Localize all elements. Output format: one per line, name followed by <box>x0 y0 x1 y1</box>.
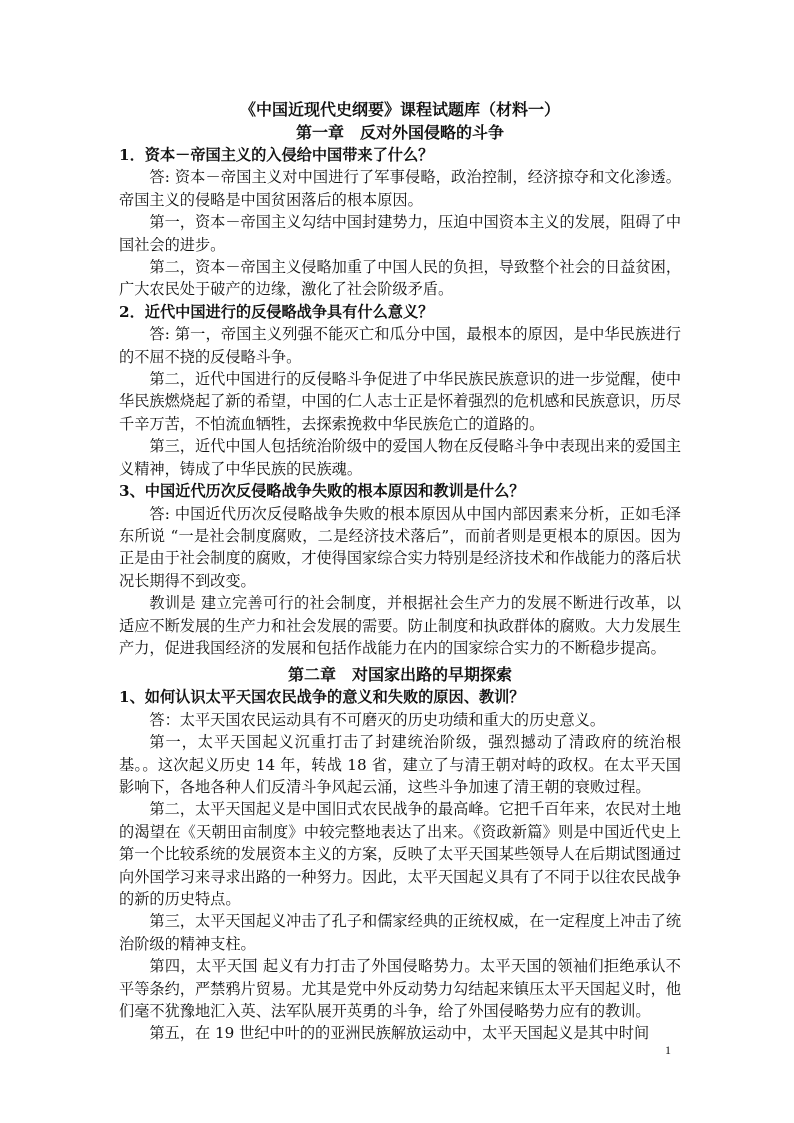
answer-paragraph: 第二，资本－帝国主义侵略加重了中国人民的负担，导致整个社会的日益贫困，广大农民处于破产的边缘，激化了社会阶级矛盾。 <box>119 258 681 299</box>
answer-paragraph: 第二，近代中国进行的反侵略斗争促进了中华民族民族意识的进一步觉醒，使中华民族燃烧起了新的希望，中国的仁人志士正是怀着强烈的危机感和民族意识，历尽千辛万苦，不怕流血牺牲，去探索挽救中华民族危亡的道路的。 <box>119 370 681 433</box>
answer-paragraph: 第三，太平天国起义冲击了孔子和儒家经典的正统权威，在一定程度上冲击了统治阶级的精神支柱。 <box>119 912 681 953</box>
chapter-heading: 第一章 反对外国侵略的斗争 <box>295 123 504 142</box>
chapter-heading: 第二章 对国家出路的早期探索 <box>287 665 512 685</box>
answer-paragraph: 第一，资本－帝国主义勾结中国封建势力，压迫中国资本主义的发展，阻碍了中国社会的进步。 <box>119 213 681 254</box>
answer-paragraph: 第四，太平天国 起义有力打击了外国侵略势力。太平天国的领袖们拒绝承认不平等条约，严禁鸦片贸易。尤其是党中外反动势力勾结起来镇压太平天国起义时，他们毫不犹豫地汇入英、法军队展开英勇的斗争，给了外国侵略势力应有的教训。 <box>119 957 681 1021</box>
question-heading: 3、中国近代历次反侵略战争失败的根本原因和教训是什么？ <box>119 482 525 501</box>
page-number: 1 <box>665 1043 671 1057</box>
answer-paragraph: 答：太平天国农民运动具有不可磨灭的历史功绩和重大的历史意义。 <box>149 710 606 729</box>
question-heading: 1．资本－帝国主义的入侵给中国带来了什么？ <box>119 146 434 164</box>
document-title: 《中国近现代史纲要》课程试题库（材料一） <box>239 100 560 119</box>
answer-paragraph: 答: 资本－帝国主义对中国进行了军事侵略，政治控制，经济掠夺和文化渗透。帝国主义的侵略是中国贫困落后的根本原因。 <box>119 168 681 209</box>
answer-paragraph: 第五，在 19 世纪中叶的的亚洲民族解放运动中，太平天国起义是其中时间 <box>149 1024 650 1043</box>
answer-paragraph: 教训是 建立完善可行的社会制度，并根据社会生产力的发展不断进行改革，以适应不断发展的生产力和社会发展的需要。防止制度和执政群体的腐败。大力发展生产力，促进我国经济的发展和包括作战能力在内的国家综合实力的不断稳步提高。 <box>119 594 681 657</box>
answer-paragraph: 第三，近代中国人包括统治阶级中的爱国人物在反侵略斗争中表现出来的爱国主义精神，铸成了中华民族的民族魂。 <box>119 437 681 478</box>
question-heading: 1、如何认识太平天国农民战争的意义和失败的原因、教训？ <box>119 688 525 707</box>
answer-paragraph: 第一，太平天国起义沉重打击了封建统治阶级，强烈撼动了清政府的统治根基。。这次起义历史 14 年，转战 18 省，建立了与清王朝对峙的政权。在太平天国影响下，各地各种人们反清斗争风起云涌，这些斗争加速了清王朝的衰败过程。 <box>119 733 681 796</box>
answer-paragraph: 答: 第一，帝国主义列强不能灭亡和瓜分中国，最根本的原因，是中华民族进行的不屈不挠的反侵略斗争。 <box>119 325 681 366</box>
answer-paragraph: 第二，太平天国起义是中国旧式农民战争的最高峰。它把千百年来，农民对土地的渴望在《天朝田亩制度》中较完整地表达了出来。《资政新篇》则是中国近代史上第一个比较系统的发展资本主义的方案，反映了太平天国某些领导人在后期试图通过向外国学习来寻求出路的一种努力。因此，太平天国起义具有了不同于以往农民战争的新的历史特点。 <box>119 800 681 908</box>
answer-paragraph: 答: 中国近代历次反侵略战争失败的根本原因从中国内部因素来分析，正如毛泽东所说 “一是社会制度腐败，二是经济技术落后”，而前者则是更根本的原因。因为正是由于社会制度的腐败，才使得国家综合实力特别是经济技术和作战能力的落后状况长期得不到改变。 <box>119 504 681 590</box>
question-heading: 2．近代中国进行的反侵略战争具有什么意义？ <box>119 302 434 321</box>
document-body <box>119 98 681 1045</box>
